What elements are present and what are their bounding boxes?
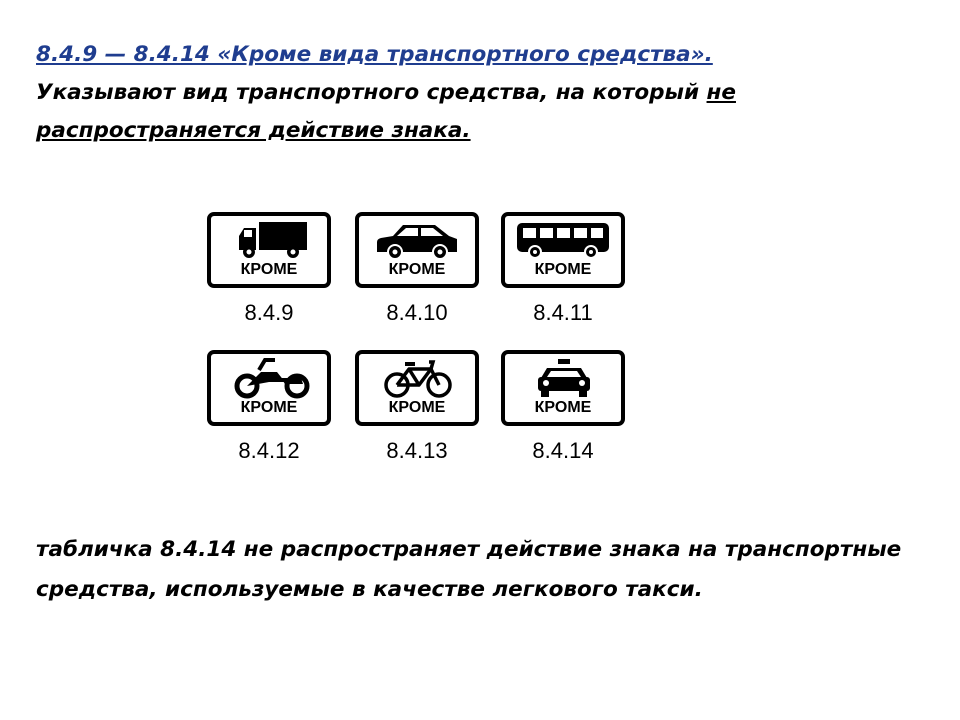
footnote-text: табличка 8.4.14 не распространяет действие знака на транспортные средства, используемые в качестве легкового такси. [36,537,902,602]
description-text: Указывают вид транспортного средства, на который [36,80,707,105]
sign-label: КРОМЕ [240,261,298,278]
sign-code: 8.4.9 [244,300,294,325]
sign-8-4-12 [207,350,331,426]
description-underlined-text: не распространяется действие знака. [36,80,736,143]
taxi-icon [505,356,621,400]
car-icon [359,218,475,262]
sign-code: 8.4.10 [386,300,448,325]
sign-code: 8.4.14 [532,438,594,463]
sign-label: КРОМЕ [388,261,446,278]
sign-8-4-14 [501,350,625,426]
sign-8-4-9 [207,212,331,288]
sign-8-4-10 [355,212,479,288]
sign-8-4-13 [355,350,479,426]
sign-label: КРОМЕ [240,399,298,416]
description-heading [36,36,916,150]
sign-label: КРОМЕ [534,399,592,416]
section-title: 8.4.9 — 8.4.14 «Кроме вида транспортного средства». [36,42,713,67]
sign-label: КРОМЕ [534,261,592,278]
bus-icon [505,218,621,262]
sign-code: 8.4.13 [386,438,448,463]
sign-8-4-11 [501,212,625,288]
sign-label: КРОМЕ [388,399,446,416]
sign-code: 8.4.12 [238,438,300,463]
motorcycle-icon [211,356,327,400]
bicycle-icon [359,356,475,400]
truck-icon [211,218,327,262]
sign-code: 8.4.11 [533,300,593,325]
